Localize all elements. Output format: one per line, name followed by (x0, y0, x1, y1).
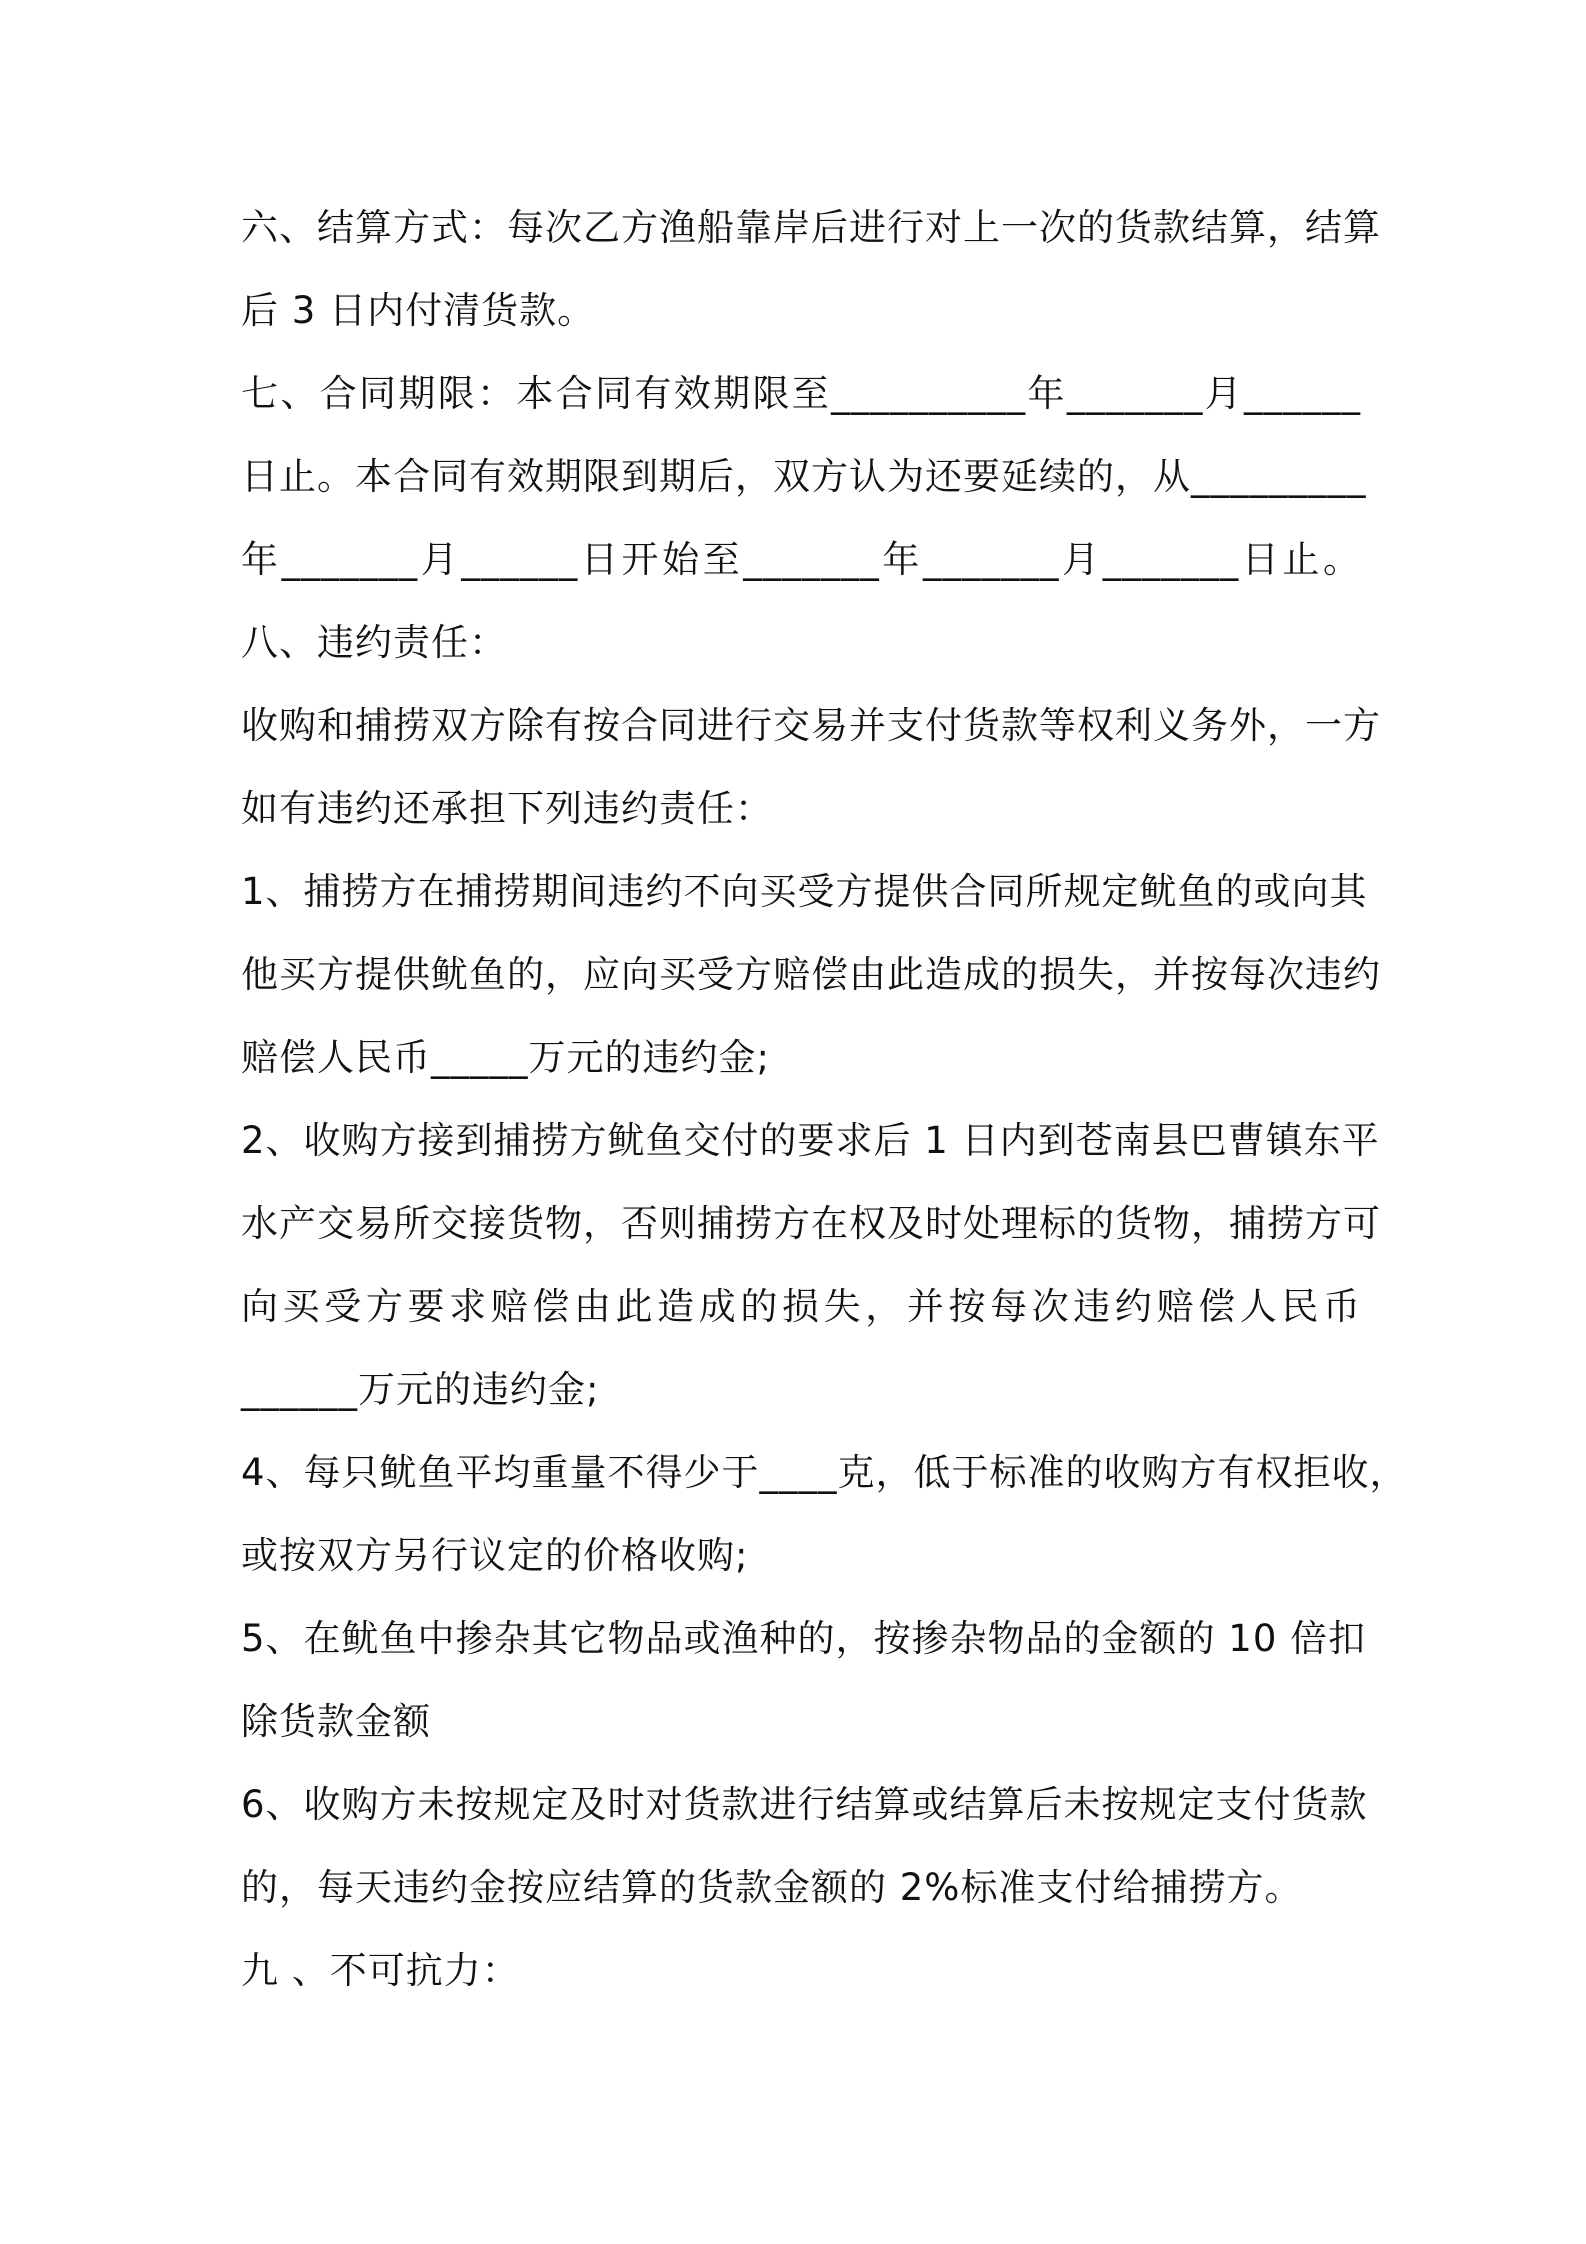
liability-item-6-line-2: 的，每天违约金按应结算的货款金额的 2%标准支付给捕捞方。 (241, 1866, 1303, 1909)
settlement-clause-line-2: 后 3 日内付清货款。 (241, 289, 596, 332)
liability-item-6-line-1: 6、收购方未按规定及时对货款进行结算或结算后未按规定支付货款 (241, 1783, 1368, 1826)
liability-item-2-line-1: 2、收购方接到捕捞方鱿鱼交付的要求后 1 日内到苍南县巴曹镇东平 (241, 1119, 1380, 1162)
liability-item-2-line-4: ______万元的违约金; (241, 1368, 600, 1411)
liability-item-2-line-3: 向买受方要求赔偿由此造成的损失，并按每次违约赔偿人民币 (241, 1285, 1361, 1328)
liability-intro-line-2: 如有违约还承担下列违约责任： (241, 787, 773, 830)
liability-item-4-line-2: 或按双方另行议定的价格收购; (241, 1534, 749, 1577)
liability-intro-line-1: 收购和捕捞双方除有按合同进行交易并支付货款等权利义务外，一方 (241, 704, 1381, 747)
liability-item-4-line-1: 4、每只鱿鱼平均重量不得少于____克，低于标准的收购方有权拒收， (241, 1451, 1408, 1494)
term-clause-line-2: 日止。本合同有效期限到期后，双方认为还要延续的，从_________ (241, 455, 1367, 498)
liability-item-1-line-3: 赔偿人民币_____万元的违约金; (241, 1036, 770, 1079)
term-clause-line-1: 七、合同期限：本合同有效期限至__________年_______月______ (241, 372, 1361, 415)
liability-heading: 八、违约责任： (241, 621, 507, 664)
term-clause-line-3: 年_______月______日开始至_______年_______月_______日止。 (241, 538, 1361, 581)
force-majeure-heading: 九 、不可抗力： (241, 1949, 520, 1992)
liability-item-1-line-1: 1、捕捞方在捕捞期间违约不向买受方提供合同所规定鱿鱼的或向其 (241, 870, 1368, 913)
liability-item-1-line-2: 他买方提供鱿鱼的，应向买受方赔偿由此造成的损失，并按每次违约 (241, 953, 1381, 996)
liability-item-5-line-1: 5、在鱿鱼中掺杂其它物品或渔种的，按掺杂物品的金额的 10 倍扣 (241, 1617, 1367, 1660)
liability-item-2-line-2: 水产交易所交接货物，否则捕捞方在权及时处理标的货物，捕捞方可 (241, 1202, 1381, 1245)
settlement-clause-line-1: 六、结算方式：每次乙方渔船靠岸后进行对上一次的货款结算，结算 (241, 206, 1381, 249)
liability-item-5-line-2: 除货款金额 (241, 1700, 431, 1743)
